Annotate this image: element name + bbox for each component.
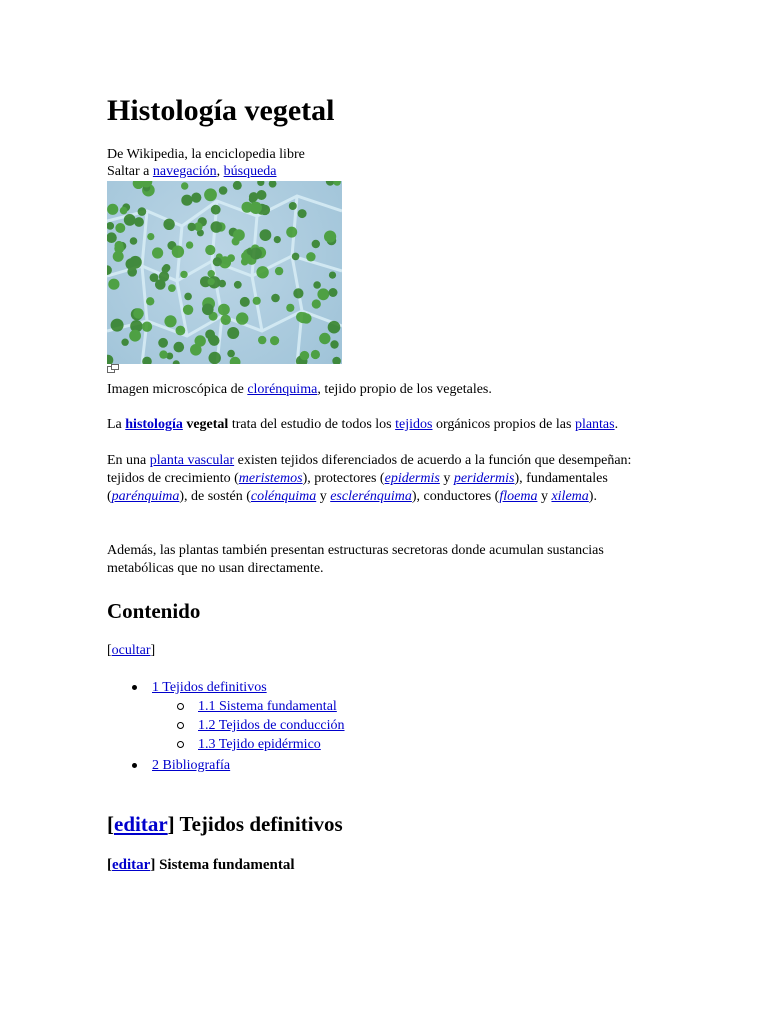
chloroplast bbox=[298, 209, 307, 218]
p2-t2: existen tejidos diferenciados de acuerdo a la función que desempeñan: tejidos de crecimiento ( bbox=[107, 453, 632, 486]
caption-text-2: , tejido propio de los vegetales. bbox=[317, 382, 492, 397]
toc-link-tejidos-definitivos[interactable]: 1 Tejidos definitivos bbox=[152, 680, 267, 695]
chloroplast bbox=[275, 267, 283, 275]
edit-bracket-close: ] bbox=[167, 812, 175, 836]
toc-link-sistema-fundamental[interactable]: 1.1 Sistema fundamental bbox=[198, 699, 337, 714]
chloroplast bbox=[233, 229, 245, 241]
toc-link-bibliografia[interactable]: 2 Bibliografía bbox=[152, 758, 231, 773]
edit-bracket-close: ] bbox=[150, 857, 156, 873]
page-title: Histología vegetal bbox=[107, 94, 335, 127]
chloroplast bbox=[269, 181, 277, 188]
chloroplast bbox=[332, 357, 341, 364]
chloroplast bbox=[329, 272, 336, 279]
epidermis-link[interactable]: epidermis bbox=[384, 471, 440, 486]
edit-bracket-open: [ bbox=[107, 857, 112, 873]
chloroplast bbox=[257, 181, 264, 186]
chloroplast bbox=[329, 288, 338, 297]
chloroplast bbox=[208, 334, 218, 344]
chloroplast bbox=[326, 181, 335, 186]
esclerenquima-link[interactable]: esclerénquima bbox=[330, 489, 412, 504]
chloroplast bbox=[173, 360, 180, 364]
edit-link[interactable]: editar bbox=[112, 857, 151, 873]
p2-t4: y bbox=[439, 471, 454, 486]
chloroplast bbox=[205, 245, 215, 255]
chloroplast bbox=[155, 279, 166, 290]
chloroplast bbox=[312, 299, 321, 308]
chloroplast bbox=[129, 330, 141, 342]
chloroplast bbox=[240, 297, 250, 307]
chloroplast bbox=[202, 304, 214, 316]
chloroplast bbox=[186, 241, 193, 248]
chloroplast bbox=[133, 308, 144, 319]
site-tagline: De Wikipedia, la enciclopedia libre bbox=[107, 147, 305, 162]
secretory-paragraph: Además, las plantas también presentan estructuras secretoras donde acumulan sustancias metabólicas que no usan directamente. bbox=[107, 543, 604, 576]
chloroplast bbox=[333, 181, 341, 186]
tejidos-link[interactable]: tejidos bbox=[395, 417, 433, 432]
chloroplast bbox=[319, 333, 330, 344]
chloroplast bbox=[236, 312, 248, 324]
chloroplast bbox=[111, 319, 124, 332]
p2-t3: ), protectores ( bbox=[302, 471, 385, 486]
jump-sep: , bbox=[216, 164, 224, 179]
chloroplast bbox=[286, 227, 297, 238]
chloroplast bbox=[211, 205, 221, 215]
jump-prefix: Saltar a bbox=[107, 164, 153, 179]
chloroplast bbox=[330, 340, 338, 348]
chloroplast bbox=[134, 217, 144, 227]
chloroplast bbox=[181, 182, 188, 189]
chlorenchyma-image[interactable] bbox=[107, 181, 342, 364]
chloroplast bbox=[313, 281, 321, 289]
meristemos-link[interactable]: meristemos bbox=[238, 471, 303, 486]
chloroplast bbox=[221, 315, 231, 325]
chloroplast bbox=[168, 284, 176, 292]
chloroplast bbox=[126, 258, 138, 270]
chloroplast bbox=[324, 231, 336, 243]
chloroplast bbox=[133, 181, 144, 189]
chloroplast bbox=[121, 339, 128, 346]
intro-t5: . bbox=[614, 417, 619, 432]
section-title: Tejidos definitivos bbox=[174, 812, 343, 836]
clorenquima-link[interactable]: clorénquima bbox=[247, 382, 318, 397]
chloroplast bbox=[162, 266, 169, 273]
chloroplast bbox=[147, 233, 154, 240]
toc-hide-link[interactable]: ocultar bbox=[111, 643, 151, 658]
chloroplast bbox=[211, 221, 223, 233]
tissues-paragraph bbox=[107, 452, 667, 506]
chloroplast bbox=[271, 294, 280, 303]
chloroplast bbox=[298, 312, 309, 323]
chloroplast bbox=[195, 335, 206, 346]
figure-caption bbox=[107, 381, 667, 399]
chloroplast bbox=[209, 352, 221, 364]
chloroplast bbox=[227, 327, 239, 339]
chloroplast bbox=[204, 188, 217, 201]
caption-text-1: Imagen microscópica de bbox=[107, 382, 248, 397]
chloroplast bbox=[289, 202, 297, 210]
toc-heading: Contenido bbox=[107, 599, 201, 623]
chloroplast bbox=[183, 305, 193, 315]
intro-paragraph bbox=[107, 416, 667, 434]
chloroplast bbox=[300, 351, 309, 360]
toc-bracket-close: ] bbox=[150, 643, 156, 658]
chloroplast bbox=[107, 355, 113, 364]
toc-subitem bbox=[152, 697, 345, 716]
histologia-link[interactable]: histología bbox=[125, 417, 183, 432]
section-title: Sistema fundamental bbox=[155, 857, 295, 873]
chloroplast bbox=[115, 223, 125, 233]
chloroplast bbox=[258, 336, 266, 344]
chloroplast bbox=[115, 241, 124, 250]
chloroplast bbox=[174, 342, 185, 353]
chloroplast bbox=[260, 229, 272, 241]
toc-toggle bbox=[107, 642, 155, 660]
peridermis-link[interactable]: peridermis bbox=[453, 471, 515, 486]
chloroplast bbox=[172, 246, 184, 258]
p2-t5: ), fundamentales ( bbox=[107, 471, 608, 504]
p2-t1: En una bbox=[107, 453, 150, 468]
chloroplast bbox=[181, 195, 192, 206]
chloroplast bbox=[108, 279, 119, 290]
chloroplast bbox=[253, 297, 261, 305]
p2-t9: y bbox=[537, 489, 552, 504]
chloroplast bbox=[130, 237, 138, 245]
intro-t4: orgánicos propios de las bbox=[432, 417, 575, 432]
plantas-link[interactable]: plantas bbox=[574, 417, 615, 432]
intro-t1: La bbox=[107, 417, 126, 432]
toc-bracket-open: [ bbox=[107, 643, 112, 658]
toc-subitem bbox=[152, 735, 345, 754]
toc-item bbox=[107, 756, 345, 775]
floema-link[interactable]: floema bbox=[499, 489, 538, 504]
chloroplast bbox=[138, 207, 147, 216]
intro-t3: trata del estudio de todos los bbox=[228, 417, 396, 432]
chloroplast bbox=[317, 288, 329, 300]
chloroplast bbox=[208, 278, 215, 285]
chloroplast bbox=[158, 338, 168, 348]
section-heading-tejidos-definitivos bbox=[107, 811, 343, 837]
chloroplast bbox=[256, 266, 268, 278]
jump-search-link[interactable]: búsqueda bbox=[223, 164, 277, 179]
chloroplast bbox=[270, 336, 279, 345]
chloroplast bbox=[191, 193, 201, 203]
chloroplast bbox=[107, 232, 117, 243]
chloroplast bbox=[213, 257, 222, 266]
toc-item bbox=[107, 678, 345, 754]
chloroplast bbox=[293, 288, 303, 298]
toc-subitem bbox=[152, 716, 345, 735]
chloroplast bbox=[292, 253, 300, 261]
edit-link[interactable]: editar bbox=[114, 812, 168, 836]
chlorenchyma-micrograph bbox=[107, 181, 342, 364]
chloroplast bbox=[152, 247, 163, 258]
chloroplast bbox=[159, 350, 167, 358]
jump-navigation-link[interactable]: navegación bbox=[152, 164, 217, 179]
chloroplast bbox=[218, 304, 230, 316]
p2-t10: ). bbox=[588, 489, 597, 504]
p2-t6: ), de sostén ( bbox=[179, 489, 251, 504]
chloroplast bbox=[234, 281, 242, 289]
chloroplast bbox=[274, 236, 281, 243]
table-of-contents bbox=[107, 678, 345, 775]
colenquima-link[interactable]: colénquima bbox=[250, 489, 317, 504]
toc-link-tejidos-conduccion[interactable]: 1.2 Tejidos de conducción bbox=[198, 718, 345, 733]
intro-bold-vegetal: vegetal bbox=[186, 417, 229, 432]
chloroplast bbox=[188, 223, 196, 231]
chloroplast bbox=[124, 214, 136, 226]
p2-t7: y bbox=[316, 489, 331, 504]
chloroplast bbox=[306, 252, 315, 261]
chloroplast bbox=[250, 202, 262, 214]
chloroplast bbox=[120, 207, 128, 215]
chloroplast bbox=[250, 248, 262, 260]
chloroplast bbox=[219, 186, 228, 195]
chloroplast bbox=[164, 315, 176, 327]
chloroplast bbox=[311, 350, 320, 359]
enlarge-icon[interactable] bbox=[107, 364, 119, 373]
chloroplast bbox=[312, 240, 320, 248]
chloroplast bbox=[176, 326, 186, 336]
chloroplast bbox=[286, 304, 294, 312]
chloroplast bbox=[328, 321, 341, 334]
chloroplast bbox=[233, 181, 242, 190]
chloroplast bbox=[107, 222, 114, 230]
planta-vascular-link[interactable]: planta vascular bbox=[149, 453, 235, 468]
chloroplast bbox=[146, 297, 154, 305]
chloroplast bbox=[107, 204, 118, 215]
section-heading-sistema-fundamental bbox=[107, 856, 295, 874]
chloroplast bbox=[163, 219, 174, 230]
chloroplast bbox=[230, 357, 241, 364]
chloroplast bbox=[227, 350, 235, 358]
toc-link-tejido-epidermico[interactable]: 1.3 Tejido epidérmico bbox=[198, 737, 321, 752]
xilema-link[interactable]: xilema bbox=[551, 489, 589, 504]
chloroplast bbox=[184, 293, 192, 301]
parenquima-link[interactable]: parénquima bbox=[111, 489, 180, 504]
chloroplast bbox=[180, 271, 187, 278]
p2-t8: ), conductores ( bbox=[411, 489, 500, 504]
chloroplast bbox=[257, 190, 267, 200]
jump-links bbox=[107, 163, 277, 181]
edit-bracket-open: [ bbox=[107, 812, 114, 836]
chloroplast bbox=[142, 322, 152, 332]
